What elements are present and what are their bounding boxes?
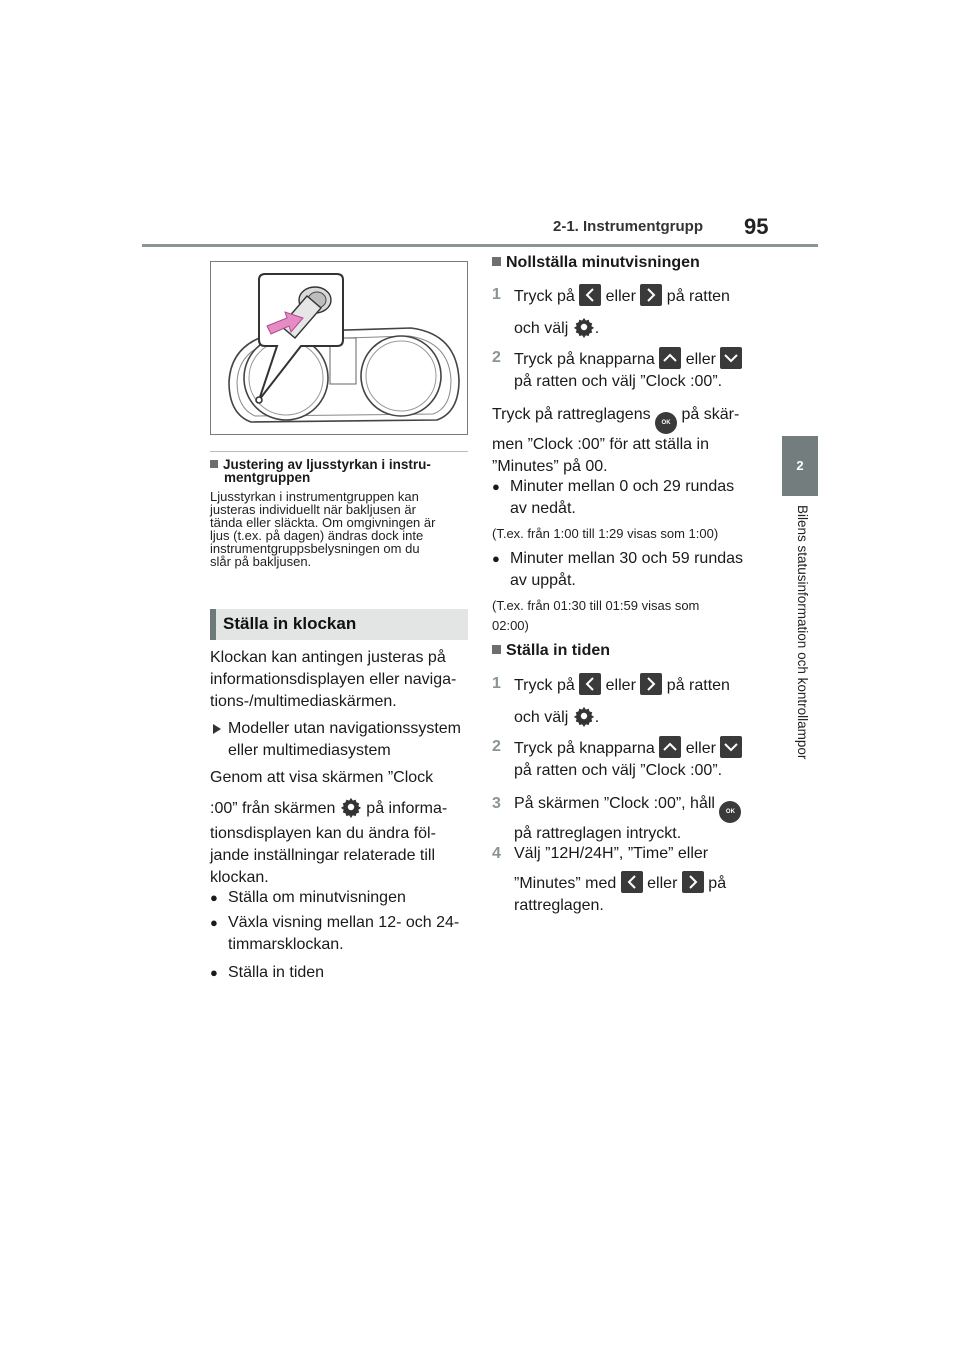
para-line: jande inställningar relaterade till — [210, 847, 436, 864]
intro-line: informationsdisplayen eller naviga- — [210, 671, 457, 688]
text-span: på informa- — [366, 800, 448, 817]
step-number: 3 — [492, 795, 501, 812]
para-line: men ”Clock :00” för att ställa in — [492, 436, 709, 453]
step-number: 2 — [492, 349, 501, 366]
sub-heading-line: Justering av ljusstyrkan i instru- — [223, 457, 431, 472]
step-text: Välj ”12H/24H”, ”Time” eller — [514, 845, 709, 862]
step-2b — [492, 736, 752, 782]
chapter-number: 2 — [796, 458, 804, 473]
sub-heading-brightness — [210, 458, 468, 484]
text-span: eller — [605, 677, 636, 694]
step-1b — [492, 673, 752, 729]
note-down: (T.ex. från 1:00 till 1:29 visas som 1:00) — [492, 526, 719, 541]
running-header: 2-1. Instrumentgrupp — [553, 218, 704, 235]
bullet-text: timmarsklockan. — [228, 936, 344, 953]
heading-reset-minutes — [492, 254, 700, 272]
step-text: rattreglagen. — [514, 897, 604, 914]
bullet-list-item — [210, 962, 472, 984]
heading-text: Nollställa minutvisningen — [506, 254, 700, 271]
text-span: Tryck på — [514, 288, 575, 305]
text-span: . — [594, 709, 600, 726]
section-title: Ställa in klockan — [223, 614, 357, 633]
bullet-list-item — [492, 476, 754, 520]
header-rule — [142, 244, 818, 247]
para-line: justeras individuellt när bakljusen är — [210, 502, 416, 517]
chevron-down-icon — [720, 347, 742, 369]
chapter-title-wrap — [775, 505, 825, 805]
ok-button-icon: OK — [719, 801, 741, 823]
ok-button-icon: OK — [655, 412, 677, 434]
step-3 — [492, 793, 754, 845]
text-span: Tryck på knapparna — [514, 740, 655, 757]
step-text: på ratten och välj ”Clock :00”. — [514, 373, 723, 390]
chevron-up-icon — [659, 736, 681, 758]
para-line: Genom att visa skärmen ”Clock — [210, 769, 434, 786]
text-span: . — [594, 320, 600, 337]
step-4 — [492, 843, 754, 917]
bullet-text: Växla visning mellan 12- och 24- — [228, 914, 460, 931]
chapter-title: Bilens statusinformation och kontrollampor — [795, 505, 810, 760]
page-number: 95 — [744, 214, 769, 239]
para-line: slår på bakljusen. — [210, 554, 312, 569]
brightness-paragraph — [210, 490, 468, 568]
chevron-right-icon — [640, 284, 662, 306]
text-span: eller — [685, 351, 716, 368]
note-up — [492, 596, 699, 636]
heading-set-time — [492, 642, 610, 660]
para-line: klockan. — [210, 869, 269, 886]
text-span: och välj — [514, 320, 569, 337]
bullet-text: Minuter mellan 30 och 59 rundas — [510, 550, 744, 567]
intro-line: Klockan kan antingen justeras på — [210, 649, 446, 666]
sub-heading-line: mentgruppen — [224, 470, 311, 485]
triangle-bullet-icon — [212, 723, 222, 735]
para-line-with-icon — [210, 796, 472, 820]
bullet-dot-icon: ● — [492, 479, 500, 494]
bullet-list-item — [210, 887, 472, 909]
text-span: och välj — [514, 709, 569, 726]
intro-paragraph — [210, 647, 470, 713]
step-number: 2 — [492, 738, 501, 755]
instrument-cluster-illustration — [211, 262, 467, 434]
square-bullet-icon — [210, 460, 218, 468]
note-line: 02:00) — [492, 618, 529, 633]
para-line: instrumentgruppsbelysningen om du — [210, 541, 420, 556]
bullet-dot-icon: ● — [210, 915, 218, 930]
chevron-right-icon — [682, 871, 704, 893]
triangle-list-item — [210, 718, 470, 762]
item-line: eller multimediasystem — [228, 742, 391, 759]
text-span: på ratten — [666, 288, 730, 305]
chevron-left-icon — [579, 284, 601, 306]
gear-icon — [340, 796, 362, 818]
para-line: ljus (t.ex. på dagen) ändras dock inte — [210, 528, 424, 543]
chevron-left-icon — [621, 871, 643, 893]
gear-icon — [573, 705, 595, 727]
chevron-up-icon — [659, 347, 681, 369]
text-span: på skär- — [681, 406, 740, 423]
chevron-right-icon — [640, 673, 662, 695]
bullet-list-item — [210, 912, 472, 956]
text-span: Tryck på rattreglagens — [492, 406, 651, 423]
bullet-text: av uppåt. — [510, 572, 576, 589]
step-text: på ratten och välj ”Clock :00”. — [514, 762, 723, 779]
bullet-list-item — [492, 548, 754, 592]
bullet-dot-icon: ● — [492, 551, 500, 566]
text-span: eller — [685, 740, 716, 757]
para-line: Ljusstyrkan i instrumentgruppen kan — [210, 489, 419, 504]
square-bullet-icon — [492, 645, 501, 654]
text-span: :00” från skärmen — [210, 800, 336, 817]
para-line: tionsdisplayen kan du ändra föl- — [210, 825, 436, 842]
text-span: Tryck på knapparna — [514, 351, 655, 368]
step-text: på rattreglagen intryckt. — [514, 825, 682, 842]
text-span: Tryck på — [514, 677, 575, 694]
bullet-text: Ställa om minutvisningen — [228, 889, 406, 906]
text-span: ”Minutes” med — [514, 875, 617, 892]
step-1 — [492, 284, 752, 340]
text-span: eller — [605, 288, 636, 305]
bullet-dot-icon: ● — [210, 965, 218, 980]
heading-text: Ställa in tiden — [506, 642, 611, 659]
step-number: 4 — [492, 845, 501, 862]
instrument-cluster-figure — [210, 261, 468, 435]
section-bar — [210, 609, 216, 640]
step-number: 1 — [492, 675, 501, 692]
figure-separator — [210, 451, 468, 452]
bullet-text: Ställa in tiden — [228, 964, 325, 981]
note-line: (T.ex. från 01:30 till 01:59 visas som — [492, 598, 700, 613]
text-span: på ratten — [666, 677, 730, 694]
step-2 — [492, 347, 752, 393]
square-bullet-icon — [492, 257, 501, 266]
chevron-left-icon — [579, 673, 601, 695]
bullet-text: Minuter mellan 0 och 29 rundas — [510, 478, 735, 495]
intro-line: tions-/multimediaskärmen. — [210, 693, 397, 710]
chevron-down-icon — [720, 736, 742, 758]
text-span: eller — [647, 875, 678, 892]
bullet-text: av nedåt. — [510, 500, 576, 517]
chapter-tab — [782, 436, 818, 496]
text-span: På skärmen ”Clock :00”, håll — [514, 795, 715, 812]
para-line: ”Minutes” på 00. — [492, 458, 608, 475]
text-span: på — [708, 875, 727, 892]
para-line: tända eller släckta. Om omgivningen är — [210, 515, 436, 530]
genom-paragraph — [210, 767, 472, 889]
section-heading-box — [210, 609, 468, 640]
item-line: Modeller utan navigationssystem — [228, 720, 462, 737]
gear-icon — [573, 316, 595, 338]
ok-paragraph — [492, 404, 757, 478]
bullet-dot-icon: ● — [210, 890, 218, 905]
step-number: 1 — [492, 286, 501, 303]
